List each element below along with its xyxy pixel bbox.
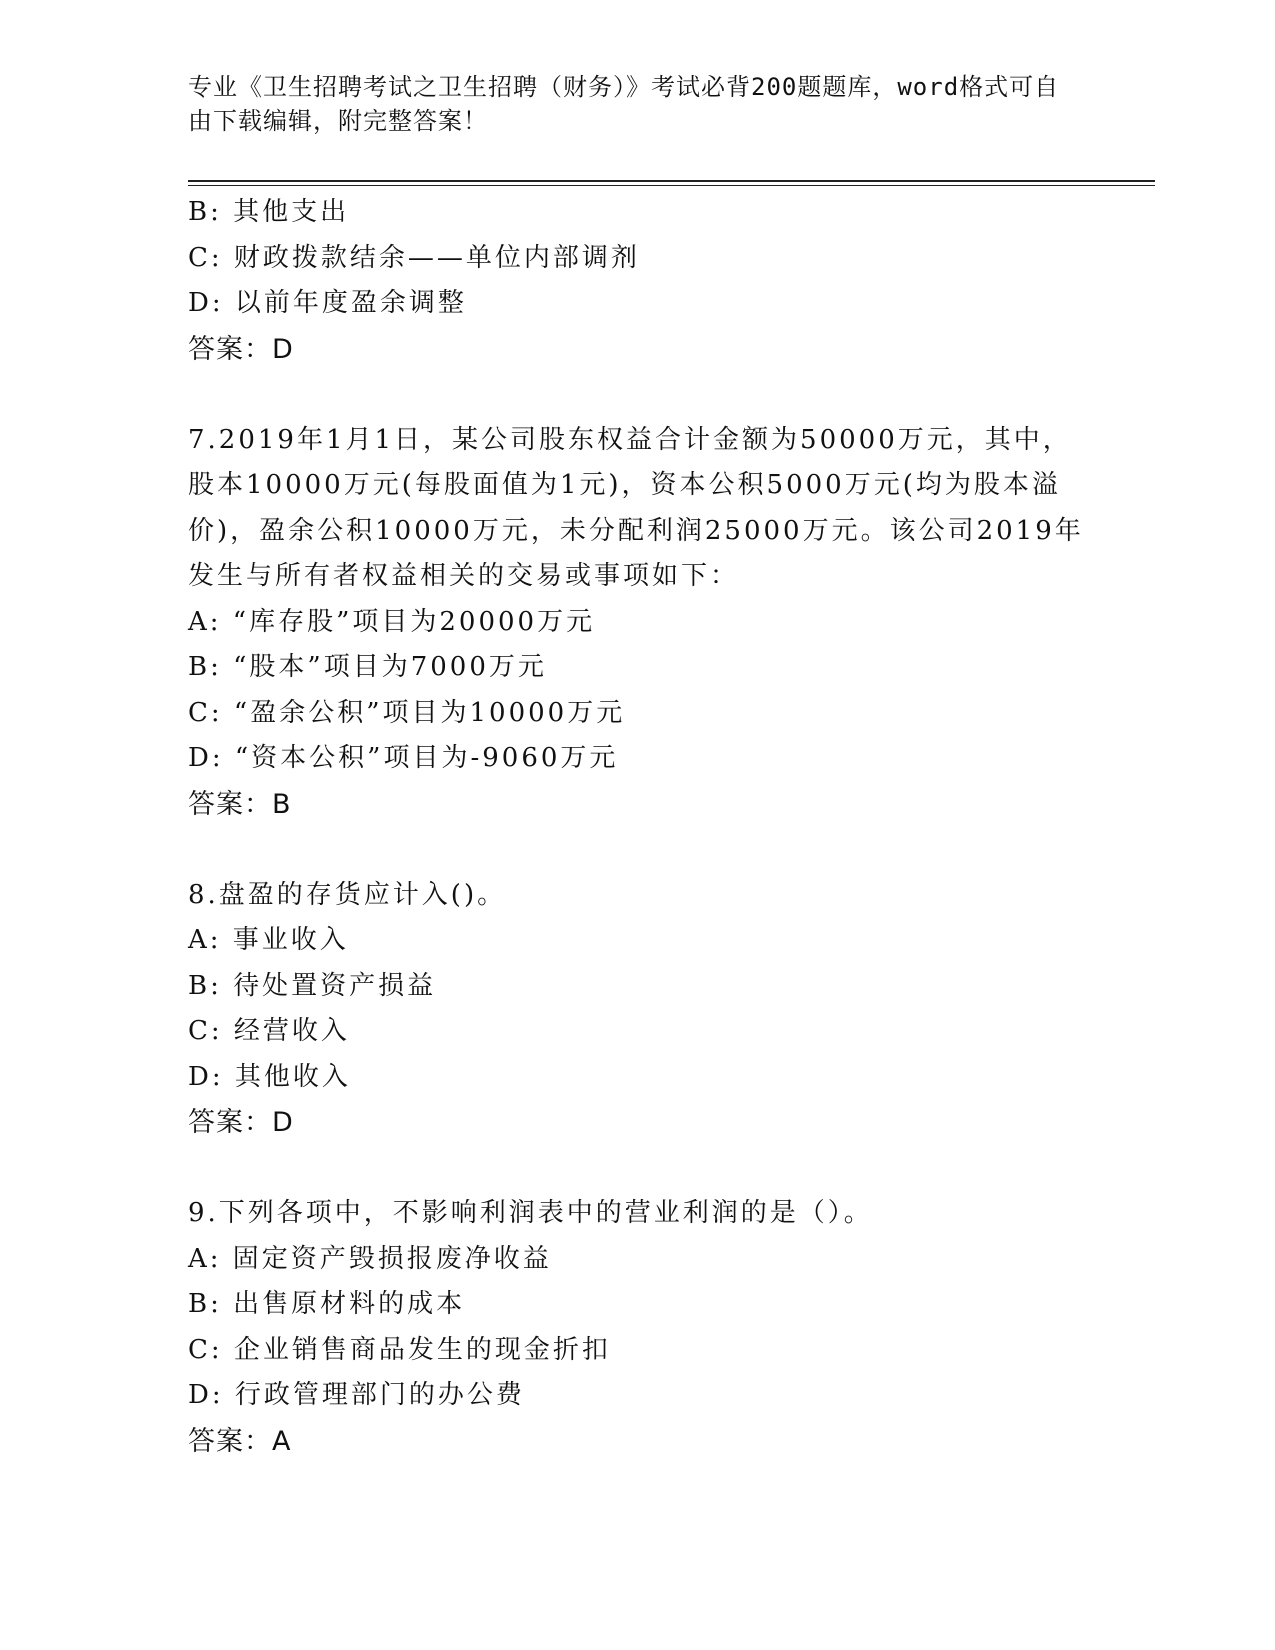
header-divider-thick — [188, 180, 1155, 182]
option-b: B: “股本”项目为7000万元 — [188, 652, 547, 682]
answer: 答案：D — [188, 1107, 294, 1138]
question-stem: 9.下列各项中，不影响利润表中的营业利润的是（）。 — [188, 1198, 873, 1228]
option-a: A: 事业收入 — [188, 925, 349, 955]
answer: 答案：A — [188, 1425, 292, 1457]
question-list — [188, 190, 1088, 1465]
option-a: A: 固定资产毁损报废净收益 — [188, 1243, 552, 1274]
option-b: B: 其他支出 — [188, 197, 350, 227]
option-a: A: “库存股”项目为20000万元 — [188, 606, 596, 637]
option-c: C: 财政拨款结余——单位内部调剂 — [188, 242, 640, 273]
question-stem: 7.2019年1月1日，某公司股东权益合计金额为50000万元，其中，股本10000万元(每股面值为1元)，资本公积5000万元(均为股本溢价)，盈余公积10000万元，未分配利润25000万元。该公司2019年发生与所有者权益相关的交易或事项如下： — [188, 424, 1084, 591]
option-d: D: 行政管理部门的办公费 — [188, 1380, 525, 1410]
option-b: B: 出售原材料的成本 — [188, 1289, 466, 1319]
option-c: C: 企业销售商品发生的现金折扣 — [188, 1334, 611, 1365]
question-9 — [188, 1191, 1088, 1465]
option-d: D: 其他收入 — [188, 1061, 351, 1092]
answer: 答案：D — [188, 333, 294, 365]
question-6 — [188, 190, 1088, 373]
option-c: C: 经营收入 — [188, 1016, 350, 1046]
question-8 — [188, 873, 1088, 1147]
header-divider-thin — [188, 185, 1155, 186]
option-d: D: 以前年度盈余调整 — [188, 288, 467, 318]
question-7 — [188, 418, 1088, 828]
question-stem: 8.盘盈的存货应计入()。 — [188, 879, 507, 910]
answer: 答案：B — [188, 788, 292, 820]
option-c: C: “盈余公积”项目为10000万元 — [188, 697, 626, 728]
document-header: 专业《卫生招聘考试之卫生招聘（财务）》考试必背200题题库，word格式可自由下载编辑，附完整答案！ — [188, 73, 1060, 135]
option-d: D: “资本公积”项目为-9060万元 — [188, 743, 619, 773]
option-b: B: 待处置资产损益 — [188, 970, 437, 1001]
